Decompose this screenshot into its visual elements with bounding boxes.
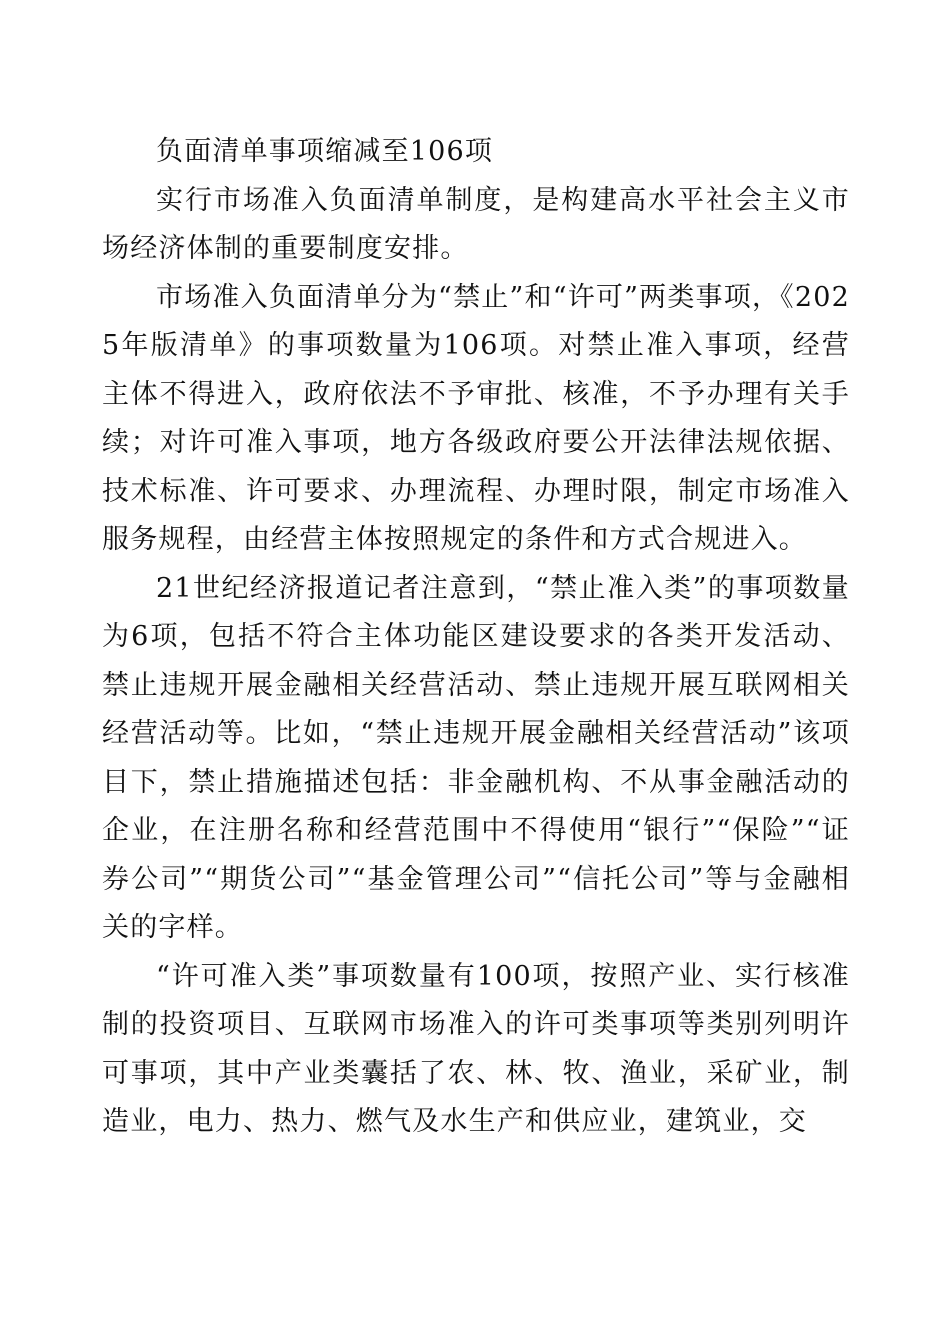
paragraph-negative-list: 市场准入负面清单分为“禁止”和“许可”两类事项，《2025年版清单》的事项数量为106项。对禁止准入事项，经营主体不得进入，政府依法不予审批、核准，不予办理有关手续；对许可准入事项，地方各级政府要公开法律法规依据、技术标准、许可要求、办理流程、办理时限，制定市场准入服务规程，由经营主体按照规定的条件和方式合规进入。 [102, 281, 850, 555]
paragraph-prohibited-items: 21世纪经济报道记者注意到，“禁止准入类”的事项数量为6项，包括不符合主体功能区建设要求的各类开发活动、禁止违规开展金融相关经营活动、禁止违规开展互联网相关经营活动等。比如，“禁止违规开展金融相关经营活动”该项目下，禁止措施描述包括：非金融机构、不从事金融活动的企业，在注册名称和经营范围中不得使用“银行”“保险”“证券公司”“期货公司”“基金管理公司”“信托公司”等与金融相关的字样。 [102, 572, 850, 943]
document-body [102, 128, 850, 1147]
paragraph-intro: 实行市场准入负面清单制度，是构建高水平社会主义市场经济体制的重要制度安排。 [102, 184, 850, 264]
section-heading: 负面清单事项缩减至106项 [156, 136, 494, 167]
paragraph-permitted-items: “许可准入类”事项数量有100项，按照产业、实行核准制的投资项目、互联网市场准入的许可类事项等类别列明许可事项，其中产业类囊括了农、林、牧、渔业，采矿业，制造业，电力、热力、燃气及水生产和供应业，建筑业，交 [102, 960, 850, 1137]
